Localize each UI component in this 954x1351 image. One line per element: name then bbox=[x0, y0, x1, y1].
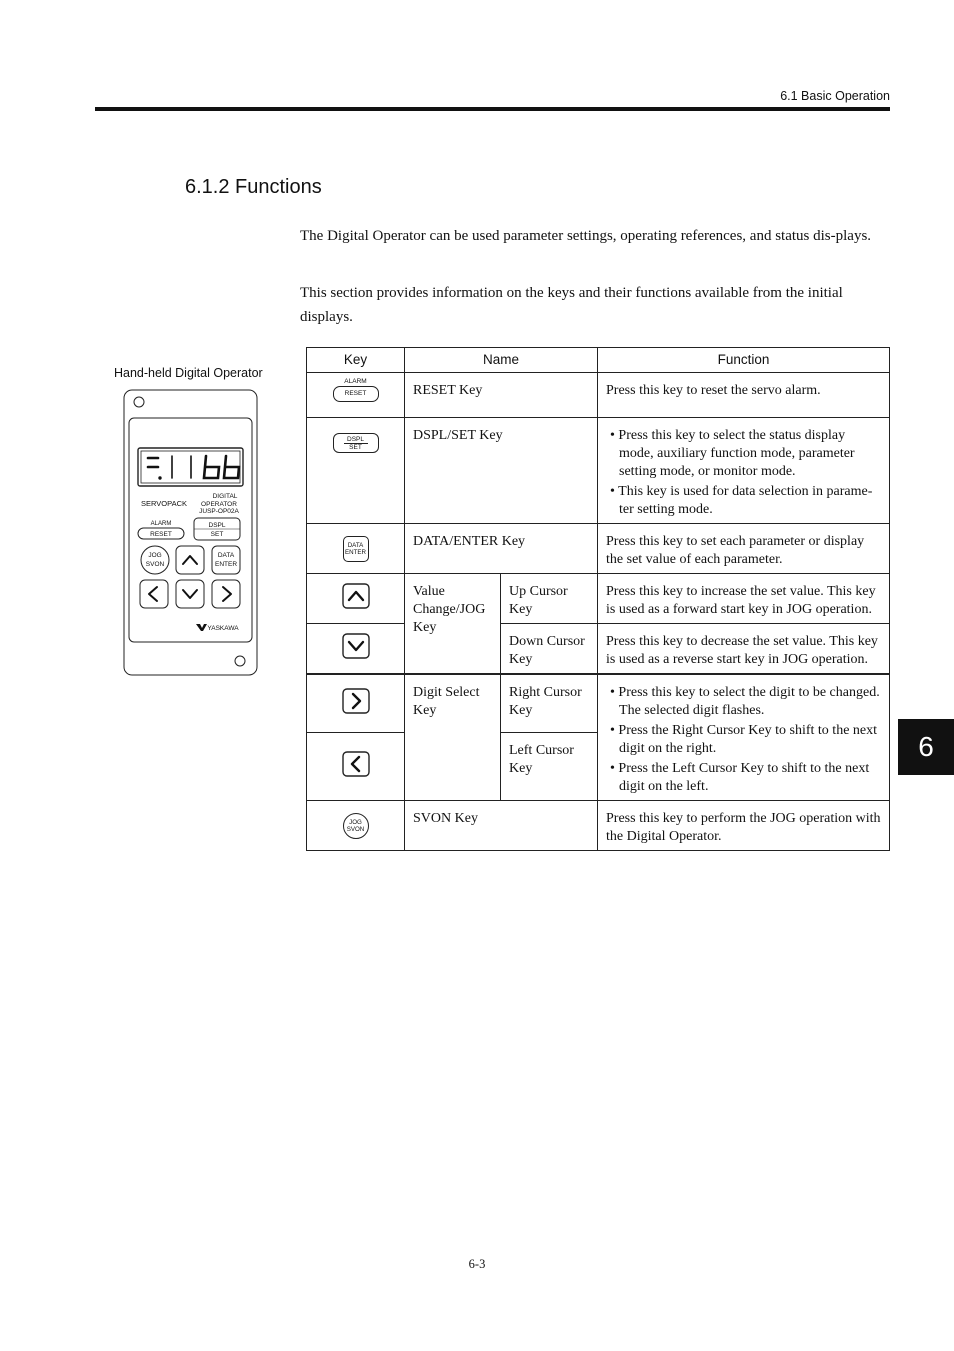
mount-hole-top bbox=[134, 397, 144, 407]
operator-label-1: DIGITAL bbox=[212, 493, 238, 500]
table-row-svon bbox=[307, 801, 890, 851]
left-cursor-key-icon bbox=[342, 751, 370, 777]
dspl-function-bullet-1: • Press this key to select the status display mode, auxiliary function mode, parameter setting mode, or monitor mode. bbox=[610, 428, 855, 479]
chapter-tab: 6 bbox=[898, 719, 954, 775]
reset-key-text: RESET bbox=[344, 390, 367, 397]
yaskawa-logo-icon bbox=[196, 624, 207, 631]
section-title: 6.1.2 Functions bbox=[185, 176, 322, 198]
svon-key-function: Press this key to perform the JOG operation with the Digital Operator. bbox=[598, 801, 890, 851]
up-button-shape bbox=[176, 546, 204, 574]
digit-select-key-function bbox=[598, 674, 890, 801]
set-key-label: SET bbox=[210, 531, 224, 538]
table-row-data-enter bbox=[307, 524, 890, 574]
led-display-digits bbox=[148, 456, 239, 479]
table-row-down-cursor bbox=[307, 624, 890, 675]
table-header-row bbox=[307, 348, 890, 373]
data-key-cell bbox=[307, 524, 405, 574]
jog-svon-key-icon bbox=[343, 813, 369, 839]
header-name: Name bbox=[405, 348, 598, 373]
alarm-label: ALARM bbox=[150, 521, 172, 527]
enter-label: ENTER bbox=[214, 561, 238, 568]
dspl-key-text: DSPL bbox=[347, 436, 364, 443]
digit-select-key-name: Digit Select Key bbox=[405, 674, 501, 801]
page-number: 6-3 bbox=[468, 1257, 486, 1271]
dspl-key-name: DSPL/SET Key bbox=[405, 418, 598, 524]
table-row-reset bbox=[307, 373, 890, 418]
svon-key-cell bbox=[307, 801, 405, 851]
reset-key-icon bbox=[333, 386, 379, 402]
digit-select-bullet-1: • Press this key to select the digit to be changed. The selected digit flashes. bbox=[610, 685, 880, 718]
dspl-function-bullet-2: • This key is used for data selection in parame-ter setting mode. bbox=[610, 484, 873, 517]
dspl-label: DSPL bbox=[208, 522, 226, 529]
svon-label: SVON bbox=[145, 561, 165, 568]
header-key: Key bbox=[307, 348, 405, 373]
right-cursor-key-icon bbox=[342, 688, 370, 714]
data-key-text: DATA bbox=[347, 541, 364, 549]
table-row-up-cursor bbox=[307, 574, 890, 624]
data-enter-button-shape bbox=[212, 546, 240, 574]
running-header: 6.1 Basic Operation bbox=[780, 89, 890, 103]
dspl-key-cell bbox=[307, 418, 405, 524]
jog-key-text: JOG bbox=[349, 818, 362, 826]
chevron-up-icon bbox=[183, 556, 197, 564]
intro-paragraph: The Digital Operator can be used parameter settings, operating references, and status dis-plays. bbox=[300, 228, 872, 244]
left-cursor-key-name: Left Cursor Key bbox=[501, 733, 598, 801]
set-key-text: SET bbox=[349, 444, 362, 451]
svon-key-text: SVON bbox=[346, 825, 365, 833]
jog-label: JOG bbox=[148, 552, 162, 559]
chevron-right-icon bbox=[223, 587, 231, 601]
enter-key-text: ENTER bbox=[345, 548, 366, 556]
data-label: DATA bbox=[217, 552, 235, 559]
data-key-name: DATA/ENTER Key bbox=[405, 524, 598, 574]
value-change-jog-key-name: Value Change/JOG Key bbox=[405, 574, 501, 675]
down-cursor-key-name: Down Cursor Key bbox=[501, 624, 598, 675]
chevron-down-icon bbox=[183, 590, 197, 598]
mount-hole-bottom bbox=[235, 656, 245, 666]
table-row-dspl-set bbox=[307, 418, 890, 524]
key-function-table bbox=[306, 347, 890, 851]
operator-label-2: OPERATOR bbox=[201, 501, 237, 508]
up-cursor-key-name: Up Cursor Key bbox=[501, 574, 598, 624]
right-button-shape bbox=[212, 580, 240, 608]
down-button-shape bbox=[176, 580, 204, 608]
digit-select-bullet-3: • Press the Left Cursor Key to shift to the next digit on the left. bbox=[610, 761, 870, 794]
reset-key-label: RESET bbox=[150, 531, 172, 538]
table-row-right-cursor bbox=[307, 674, 890, 733]
alarm-key-caption: ALARM bbox=[344, 378, 367, 385]
brand-label: YASKAWA bbox=[207, 625, 239, 632]
operator-figure-caption: Hand-held Digital Operator bbox=[114, 366, 263, 380]
up-cursor-key-icon bbox=[342, 583, 370, 609]
header-function: Function bbox=[598, 348, 890, 373]
right-cursor-key-name: Right Cursor Key bbox=[501, 674, 598, 733]
down-cursor-key-function: Press this key to decrease the set value. This key is used as a reverse start key in JOG operation. bbox=[598, 624, 890, 675]
left-button-shape bbox=[140, 580, 168, 608]
data-enter-key-icon bbox=[343, 536, 369, 562]
header-rule bbox=[95, 107, 890, 111]
data-key-function: Press this key to set each parameter or display the set value of each parameter. bbox=[598, 524, 890, 574]
digital-operator-illustration bbox=[120, 388, 265, 680]
jog-svon-button-shape bbox=[141, 546, 169, 574]
up-key-cell bbox=[307, 574, 405, 624]
dspl-key-function bbox=[598, 418, 890, 524]
reset-key-cell bbox=[307, 373, 405, 418]
reset-key-function: Press this key to reset the servo alarm. bbox=[598, 373, 890, 418]
servopack-label: SERVOPACK bbox=[141, 499, 187, 508]
dspl-set-key-icon bbox=[333, 433, 379, 453]
down-cursor-key-icon bbox=[342, 633, 370, 659]
model-label: JUSP-OP02A bbox=[199, 508, 239, 515]
reset-key-name: RESET Key bbox=[405, 373, 598, 418]
chevron-left-icon bbox=[149, 587, 157, 601]
operator-body bbox=[124, 390, 257, 675]
svon-key-name: SVON Key bbox=[405, 801, 598, 851]
down-key-cell bbox=[307, 624, 405, 675]
left-key-cell bbox=[307, 733, 405, 801]
digit-select-bullet-2: • Press the Right Cursor Key to shift to the next digit on the right. bbox=[610, 723, 878, 756]
up-cursor-key-function: Press this key to increase the set value. This key is used as a forward start key in JOG operation. bbox=[598, 574, 890, 624]
right-key-cell bbox=[307, 674, 405, 733]
section-info-paragraph: This section provides information on the keys and their functions available from the initial displays. bbox=[300, 285, 843, 325]
